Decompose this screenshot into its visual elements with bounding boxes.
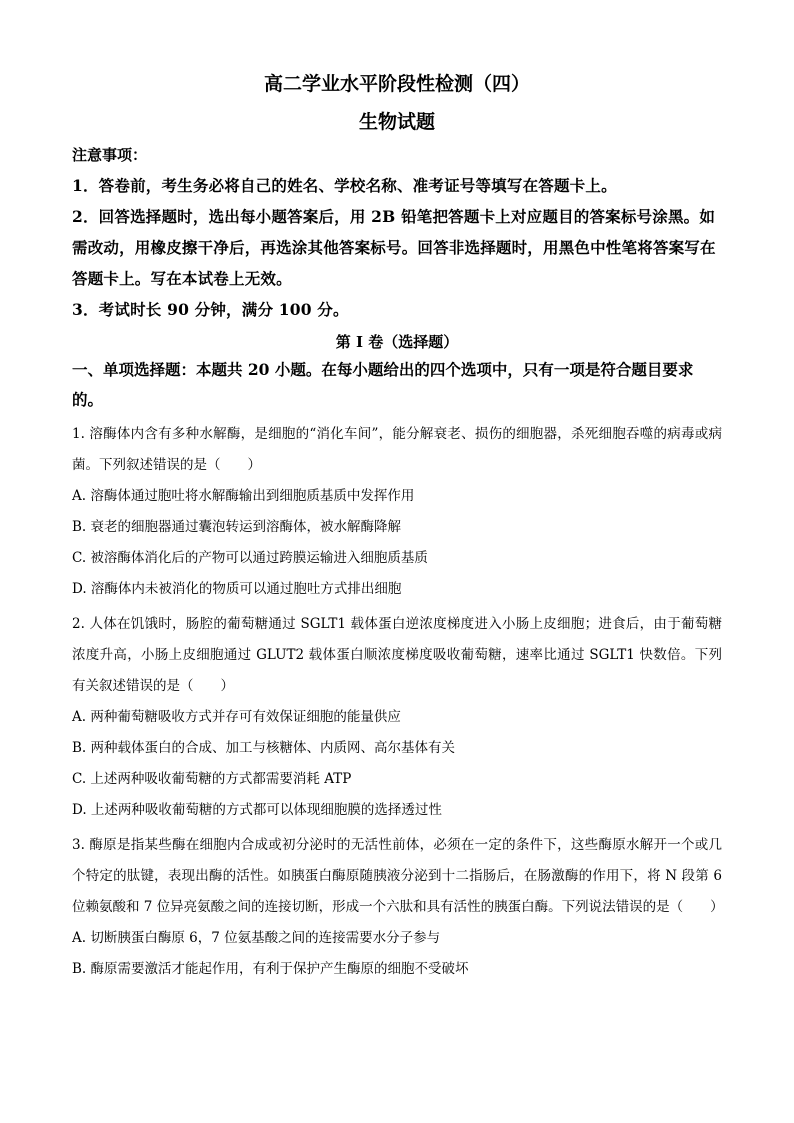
options-list [72, 923, 722, 985]
option-d: D. 溶酶体内未被消化的物质可以通过胞吐方式排出细胞 [72, 581, 402, 597]
question-1 [72, 419, 722, 605]
option-b: B. 衰老的细胞器通过囊泡转运到溶酶体，被水解酶降解 [72, 519, 402, 535]
exam-page [72, 70, 722, 985]
option-c: C. 被溶酶体消化后的产物可以通过跨膜运输进入细胞质基质 [72, 550, 428, 566]
notes-list [72, 170, 722, 325]
option-c: C. 上述两种吸收葡萄糖的方式都需要消耗 ATP [72, 771, 352, 787]
option-a: A. 溶酶体通过胞吐将水解酶输出到细胞质基质中发挥作用 [72, 488, 415, 504]
notes-item: 3．考试时长 90 分钟，满分 100 分。 [72, 300, 349, 319]
option-b: B. 酶原需要激活才能起作用，有利于保护产生酶原的细胞不受破坏 [72, 961, 469, 977]
section-title: 第 I 卷（选择题） [335, 333, 459, 351]
option-d: D. 上述两种吸收葡萄糖的方式都可以体现细胞膜的选择透过性 [72, 802, 442, 818]
question-stem: 3. 酶原是指某些酶在细胞内合成或初分泌时的无活性前体，必须在一定的条件下，这些酶原水解开一个或几个特定的肽键，表现出酶的活性。如胰蛋白酶原随胰液分泌到十二指肠后，在肠激酶的作用下，将 N 段第 6 位赖氨酸和 7 位异亮氨酸之间的连接切断，形成一个六肽和具有活性的胰蛋白酶。下列说法错误的是（ ） [72, 837, 724, 915]
question-stem: 1. 溶酶体内含有多种水解酶，是细胞的“消化车间”，能分解衰老、损伤的细胞器，杀死细胞吞噬的病毒或病菌。下列叙述错误的是（ ） [72, 426, 722, 473]
options-list [72, 481, 722, 605]
question-2 [72, 609, 722, 826]
options-list [72, 702, 722, 826]
option-a: A. 两种葡萄糖吸收方式并存可有效保证细胞的能量供应 [72, 709, 401, 725]
part-heading: 一、单项选择题：本题共 20 小题。在每小题给出的四个选项中，只有一项是符合题目要求的。 [72, 360, 694, 409]
notes-item: 2．回答选择题时，选出每小题答案后，用 2B 铅笔把答题卡上对应题目的答案标号涂黑。如需改动，用橡皮擦干净后，再选涂其他答案标号。回答非选择题时，用黑色中性笔将答案写在答题卡上。写在本试卷上无效。 [72, 207, 716, 288]
question-stem: 2. 人体在饥饿时，肠腔的葡萄糖通过 SGLT1 载体蛋白逆浓度梯度进入小肠上皮细胞；进食后，由于葡萄糖浓度升高，小肠上皮细胞通过 GLUT2 载体蛋白顺浓度梯度吸收葡萄糖，速率比通过 SGLT1 快数倍。下列有关叙述错误的是（ ） [72, 616, 722, 694]
page-title: 高二学业水平阶段性检测（四） [263, 73, 530, 95]
subject-title: 生物试题 [358, 111, 435, 133]
notes-heading: 注意事项： [72, 146, 148, 164]
question-3 [72, 830, 722, 985]
option-a: A. 切断胰蛋白酶原 6，7 位氨基酸之间的连接需要水分子参与 [72, 930, 441, 946]
notes-item: 1．答卷前，考生务必将自己的姓名、学校名称、准考证号等填写在答题卡上。 [72, 176, 617, 195]
option-b: B. 两种载体蛋白的合成、加工与核糖体、内质网、高尔基体有关 [72, 740, 456, 756]
